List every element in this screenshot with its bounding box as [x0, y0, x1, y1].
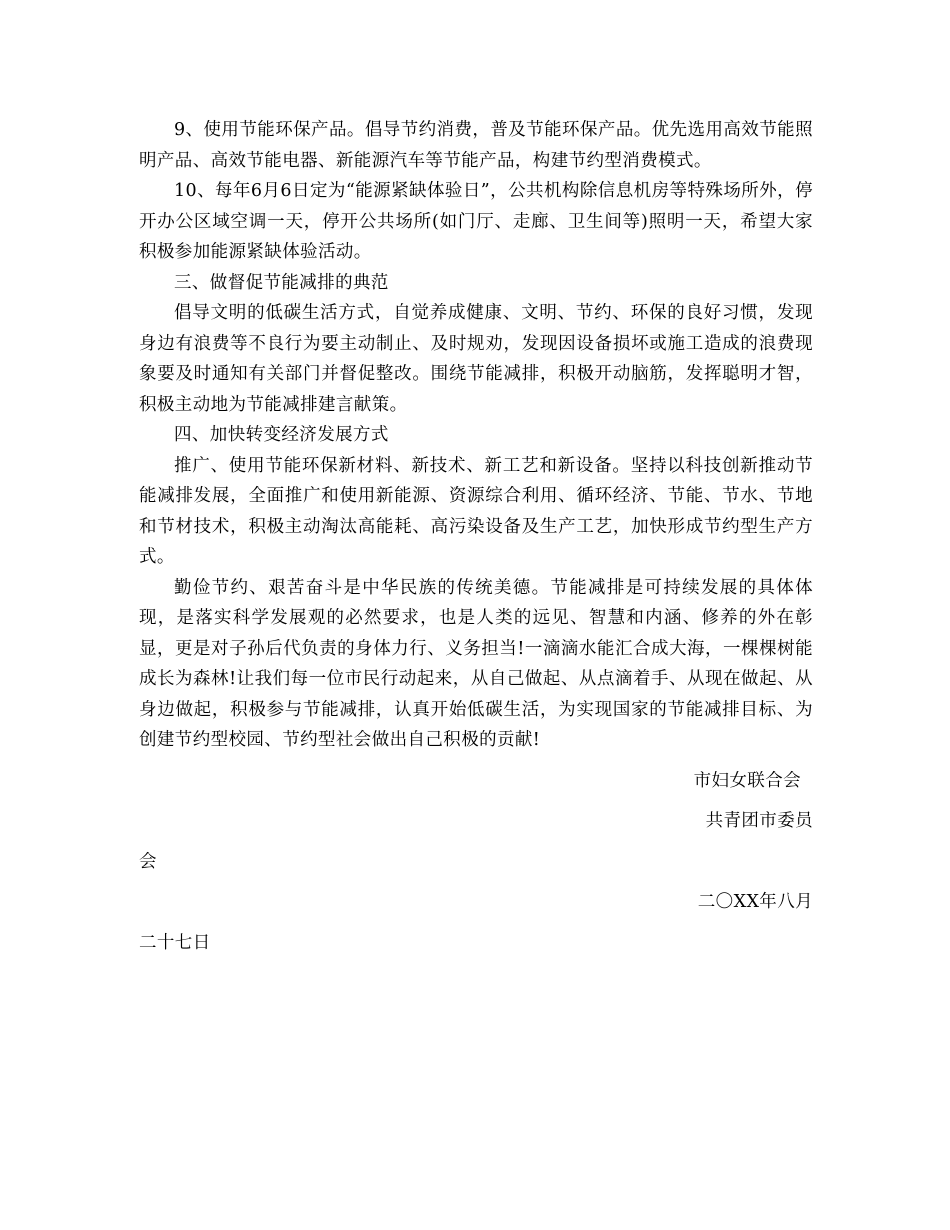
- closing-paragraph: 勤俭节约、艰苦奋斗是中华民族的传统美德。节能减排是可持续发展的具体体现，是落实科学发展观的必然要求，也是人类的远见、智慧和内涵、修养的外在彰显，更是对子孙后代负责的身体力行、义务担当!一滴滴水能汇合成大海，一棵棵树能成长为森林!让我们每一位市民行动起来，从自己做起、从点滴着手、从现在做起、从身边做起，积极参与节能减排，认真开始低碳生活，为实现国家的节能减排目标、为创建节约型校园、节约型社会做出自己积极的贡献!: [139, 577, 813, 750]
- section-heading-4: 四、加快转变经济发展方式: [174, 425, 389, 445]
- signature-org-womens-federation: 市妇女联合会: [693, 770, 801, 791]
- section-heading-3: 三、做督促节能减排的典范: [174, 272, 389, 293]
- document-page: [139, 115, 813, 958]
- paragraph-item-10: 10、每年6月6日定为“能源紧缺体验日”，公共机构除信息机房等特殊场所外，停开办公区域空调一天，停开公共场所(如门厅、走廊、卫生间等)照明一天，希望大家积极参加能源紧缺体验活动。: [139, 181, 813, 262]
- signature-date-line2: 二十七日: [139, 932, 211, 953]
- signature-date-line1: 二〇XX年八月: [697, 892, 813, 912]
- paragraph-item-9: 9、使用节能环保产品。倡导节约消费，普及节能环保产品。优先选用高效节能照明产品、高效节能电器、新能源汽车等节能产品，构建节约型消费模式。: [139, 120, 813, 171]
- signature-org-youth-league-line2: 会: [139, 851, 157, 872]
- section-body-3: 倡导文明的低碳生活方式，自觉养成健康、文明、节约、环保的良好习惯，发现身边有浪费等不良行为要主动制止、及时规劝，发现因设备损坏或施工造成的浪费现象要及时通知有关部门并督促整改。围绕节能减排，积极开动脑筋，发挥聪明才智，积极主动地为节能减排建言献策。: [139, 303, 813, 415]
- signature-org-youth-league-line1: 共青团市委员: [705, 811, 813, 831]
- section-body-4: 推广、使用节能环保新材料、新技术、新工艺和新设备。坚持以科技创新推动节能减排发展，全面推广和使用新能源、资源综合利用、循环经济、节能、节水、节地和节材技术，积极主动淘汰高能耗、高污染设备及生产工艺，加快形成节约型生产方式。: [139, 455, 813, 567]
